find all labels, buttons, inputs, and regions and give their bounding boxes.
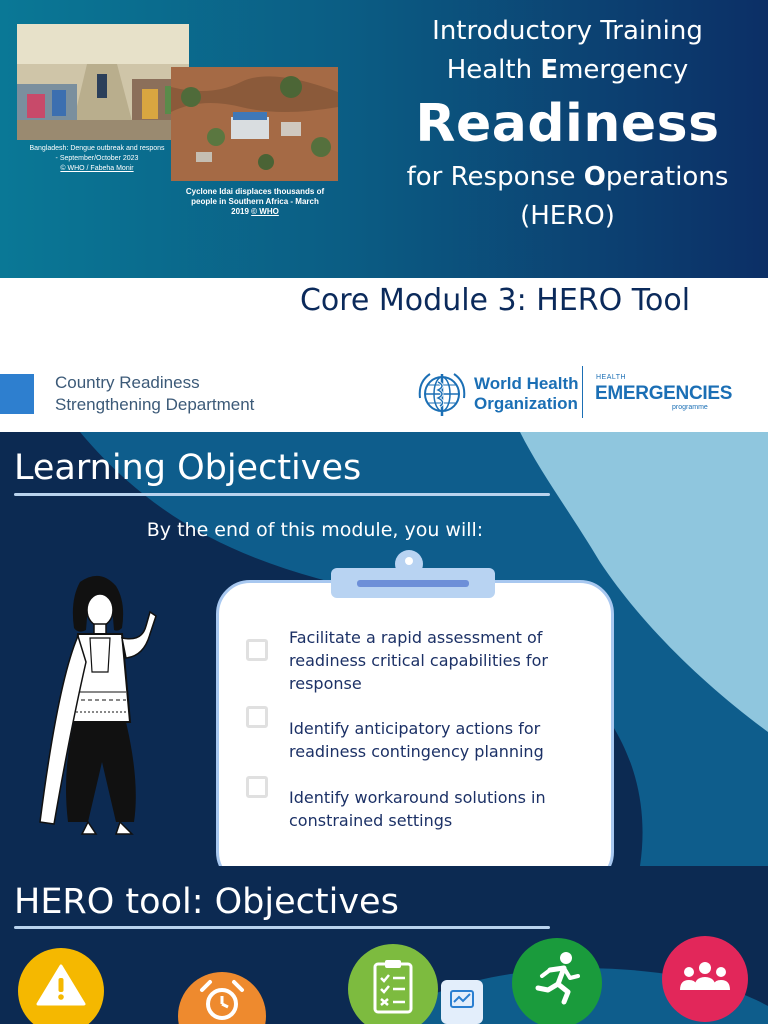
running-person-icon — [532, 950, 582, 1006]
programme-label: programme — [672, 404, 708, 411]
title-slide — [0, 0, 768, 432]
people-group-icon — [679, 960, 731, 992]
slide-title: HERO tool: Objectives — [14, 882, 399, 922]
who-emblem-icon — [416, 368, 468, 420]
health-label: HEALTH — [596, 374, 627, 381]
cyclone-flood-photo — [171, 67, 338, 181]
emergencies-wordmark: EMERGENCIES — [595, 383, 733, 404]
photo2-caption-line2: people in Southern Africa - March — [191, 197, 319, 206]
empty-checkbox-icon[interactable] — [246, 706, 268, 728]
department-accent-block — [0, 374, 34, 414]
objective-3: Identify workaround solutions in constrained settings — [289, 788, 546, 830]
slide-footer — [0, 350, 768, 432]
photo1-credit-link[interactable]: © WHO / Fabeha Monir — [60, 165, 134, 172]
department-name: Country Readiness Strengthening Department — [55, 373, 255, 414]
checklist-icon — [372, 958, 414, 1014]
title-line4: for Response Operations — [406, 162, 729, 192]
title-line2: Health Emergency — [446, 55, 689, 85]
hero-tool-objectives-slide — [0, 866, 768, 1024]
learning-objectives-slide — [0, 432, 768, 866]
photo1-caption-line2: - September/October 2023 — [55, 155, 139, 162]
who-wordmark: World Health Organization — [474, 374, 579, 413]
logo-divider — [582, 366, 583, 418]
woman-illustration — [30, 572, 160, 862]
objective-1: Facilitate a rapid assessment of readiness critical capabilities for response — [289, 628, 548, 693]
alarm-clock-icon — [198, 978, 246, 1024]
slide-title: Learning Objectives — [14, 448, 362, 488]
photo2-credit-link[interactable]: © WHO — [251, 207, 279, 216]
objective-2: Identify anticipatory actions for readiness contingency planning — [289, 719, 544, 761]
title-underline — [14, 493, 550, 496]
module-title: Core Module 3: HERO Tool — [299, 283, 691, 318]
photo1-caption — [17, 144, 177, 174]
empty-checkbox-icon[interactable] — [246, 776, 268, 798]
photo2-caption-line3: 2019 — [231, 207, 249, 216]
warning-icon — [36, 964, 86, 1006]
intro-text: By the end of this module, you will: — [146, 519, 484, 541]
monitor-chart-icon — [450, 990, 474, 1010]
empty-checkbox-icon[interactable] — [246, 639, 268, 661]
photo1-caption-line1: Bangladesh: Dengue outbreak and respons — [29, 145, 165, 152]
photo2-caption-line1: Cyclone Idai displaces thousands of — [185, 187, 325, 196]
clipboard-ring — [395, 550, 423, 578]
title-readiness: Readiness — [415, 94, 720, 154]
title-line5: (HERO) — [520, 201, 615, 231]
photo2-caption — [176, 187, 334, 217]
title-underline — [14, 926, 550, 929]
course-title — [370, 12, 765, 236]
title-line1: Introductory Training — [432, 16, 703, 46]
dengue-ward-photo — [17, 24, 189, 140]
